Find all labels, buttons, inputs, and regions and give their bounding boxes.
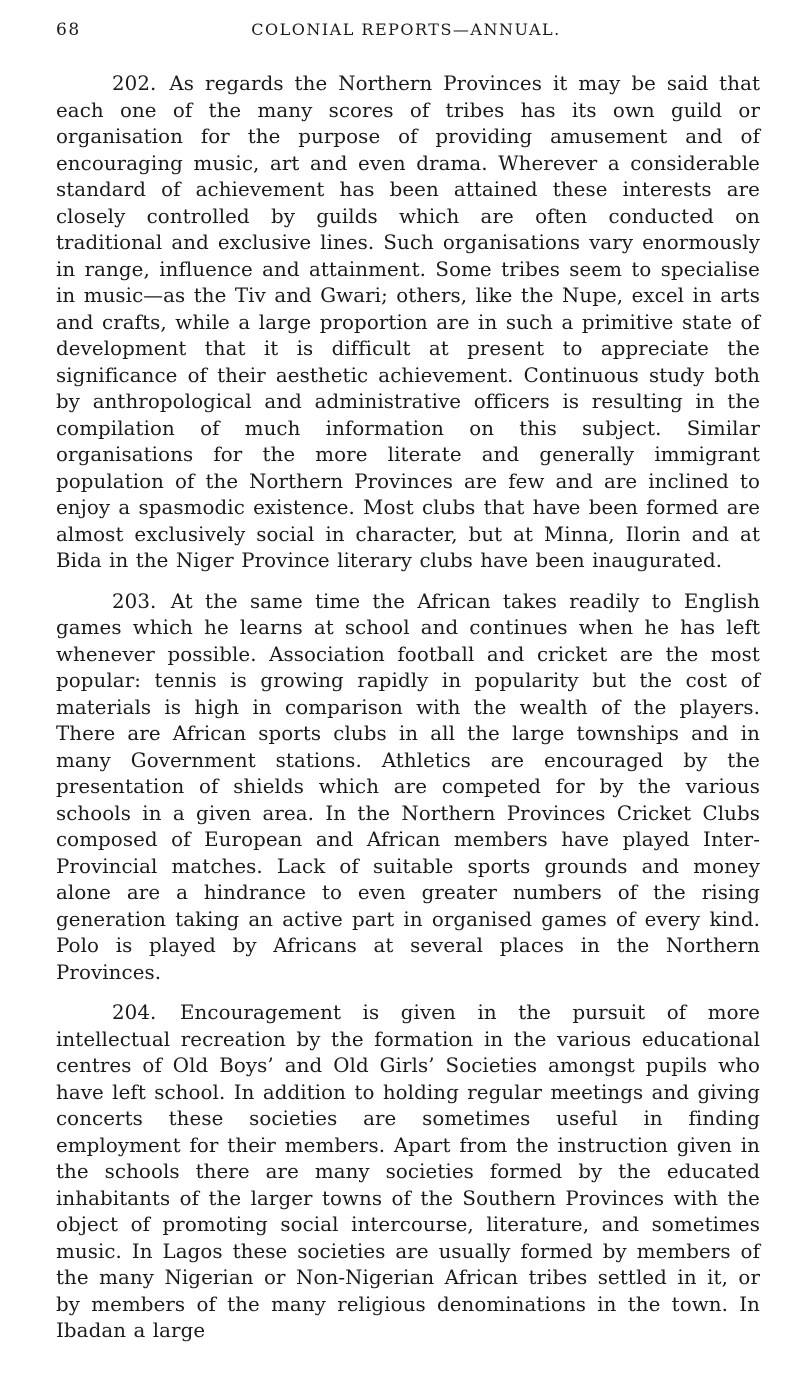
paragraph-number: 203. — [112, 589, 157, 613]
running-head — [56, 20, 756, 46]
paragraph-number: 202. — [112, 72, 157, 95]
paragraph-202 — [56, 71, 760, 575]
running-title: COLONIAL REPORTS—ANNUAL. — [251, 20, 561, 39]
paragraph-text: At the same time the African takes readily to English games which he learns at school and continues when he has left whenever possible. Association football and cricket are the most popular: tennis is growing rapidly in popularity but the cost of materials is high in comparison with the wealth of the players. There are African sports clubs in all the large townships and in many Government stations. Athletics are encouraged by the presentation of shields which are competed for by the various schools in a given area. In the Northern Provinces Cricket Clubs composed of European and African members have played Inter-Provincial matches. Lack of suitable sports grounds and money alone are a hindrance to even greater numbers of the rising generation taking an active part in organised games of every kind. Polo is played by Africans at several places in the Northern Provinces. — [56, 589, 761, 984]
page-number: 68 — [56, 20, 81, 40]
paragraph-text: As regards the Northern Provinces it may be said that each one of the many scores of tribes has its own guild or organisation for the purpose of providing amusement and of encouraging music, art and even drama. Wherever a considerable standard of achievement has been attained these interests are closely controlled by guilds which are often conducted on traditional and exclusive lines. Such organisations vary enormously in range, influence and attainment. Some tribes seem to specialise in music—as the Tiv and Gwari; others, like the Nupe, excel in arts and crafts, while a large proportion are in such a primitive state of development that it is difficult at present to appreciate the significance of their aesthetic achievement. Continuous study both by anthropological and administrative officers is resulting in the compilation of much information on this subject. Similar organisations for the more literate and generally immigrant population of the Northern Provinces are few and are inclined to enjoy a spasmodic existence. Most clubs that have been formed are almost exclusively social in character, but at Minna, Ilorin and at Bida in the Niger Province literary clubs have been inaugurated. — [56, 72, 761, 572]
paragraph-text: Encouragement is given in the pursuit of more intellectual recreation by the formation in the various educational centres of Old Boys’ and Old Girls’ Societies amongst pupils who have left school. In addition to holding regular meetings and giving concerts these societies are sometimes useful in finding employment for their members. Apart from the instruction given in the schools there are many societies formed by the educated inhabitants of the larger towns of the Southern Provinces with the object of promoting social intercourse, literature, and sometimes music. In Lagos these societies are usually formed by members of the many Nigerian or Non-Nigerian African tribes settled in it, or by members of the many religious denominations in the town. In Ibadan a large — [56, 1001, 760, 1342]
paragraph-204 — [56, 1000, 760, 1345]
body-text — [56, 71, 760, 1359]
paragraph-number: 204. — [112, 1001, 157, 1024]
paragraph-203 — [56, 589, 760, 987]
